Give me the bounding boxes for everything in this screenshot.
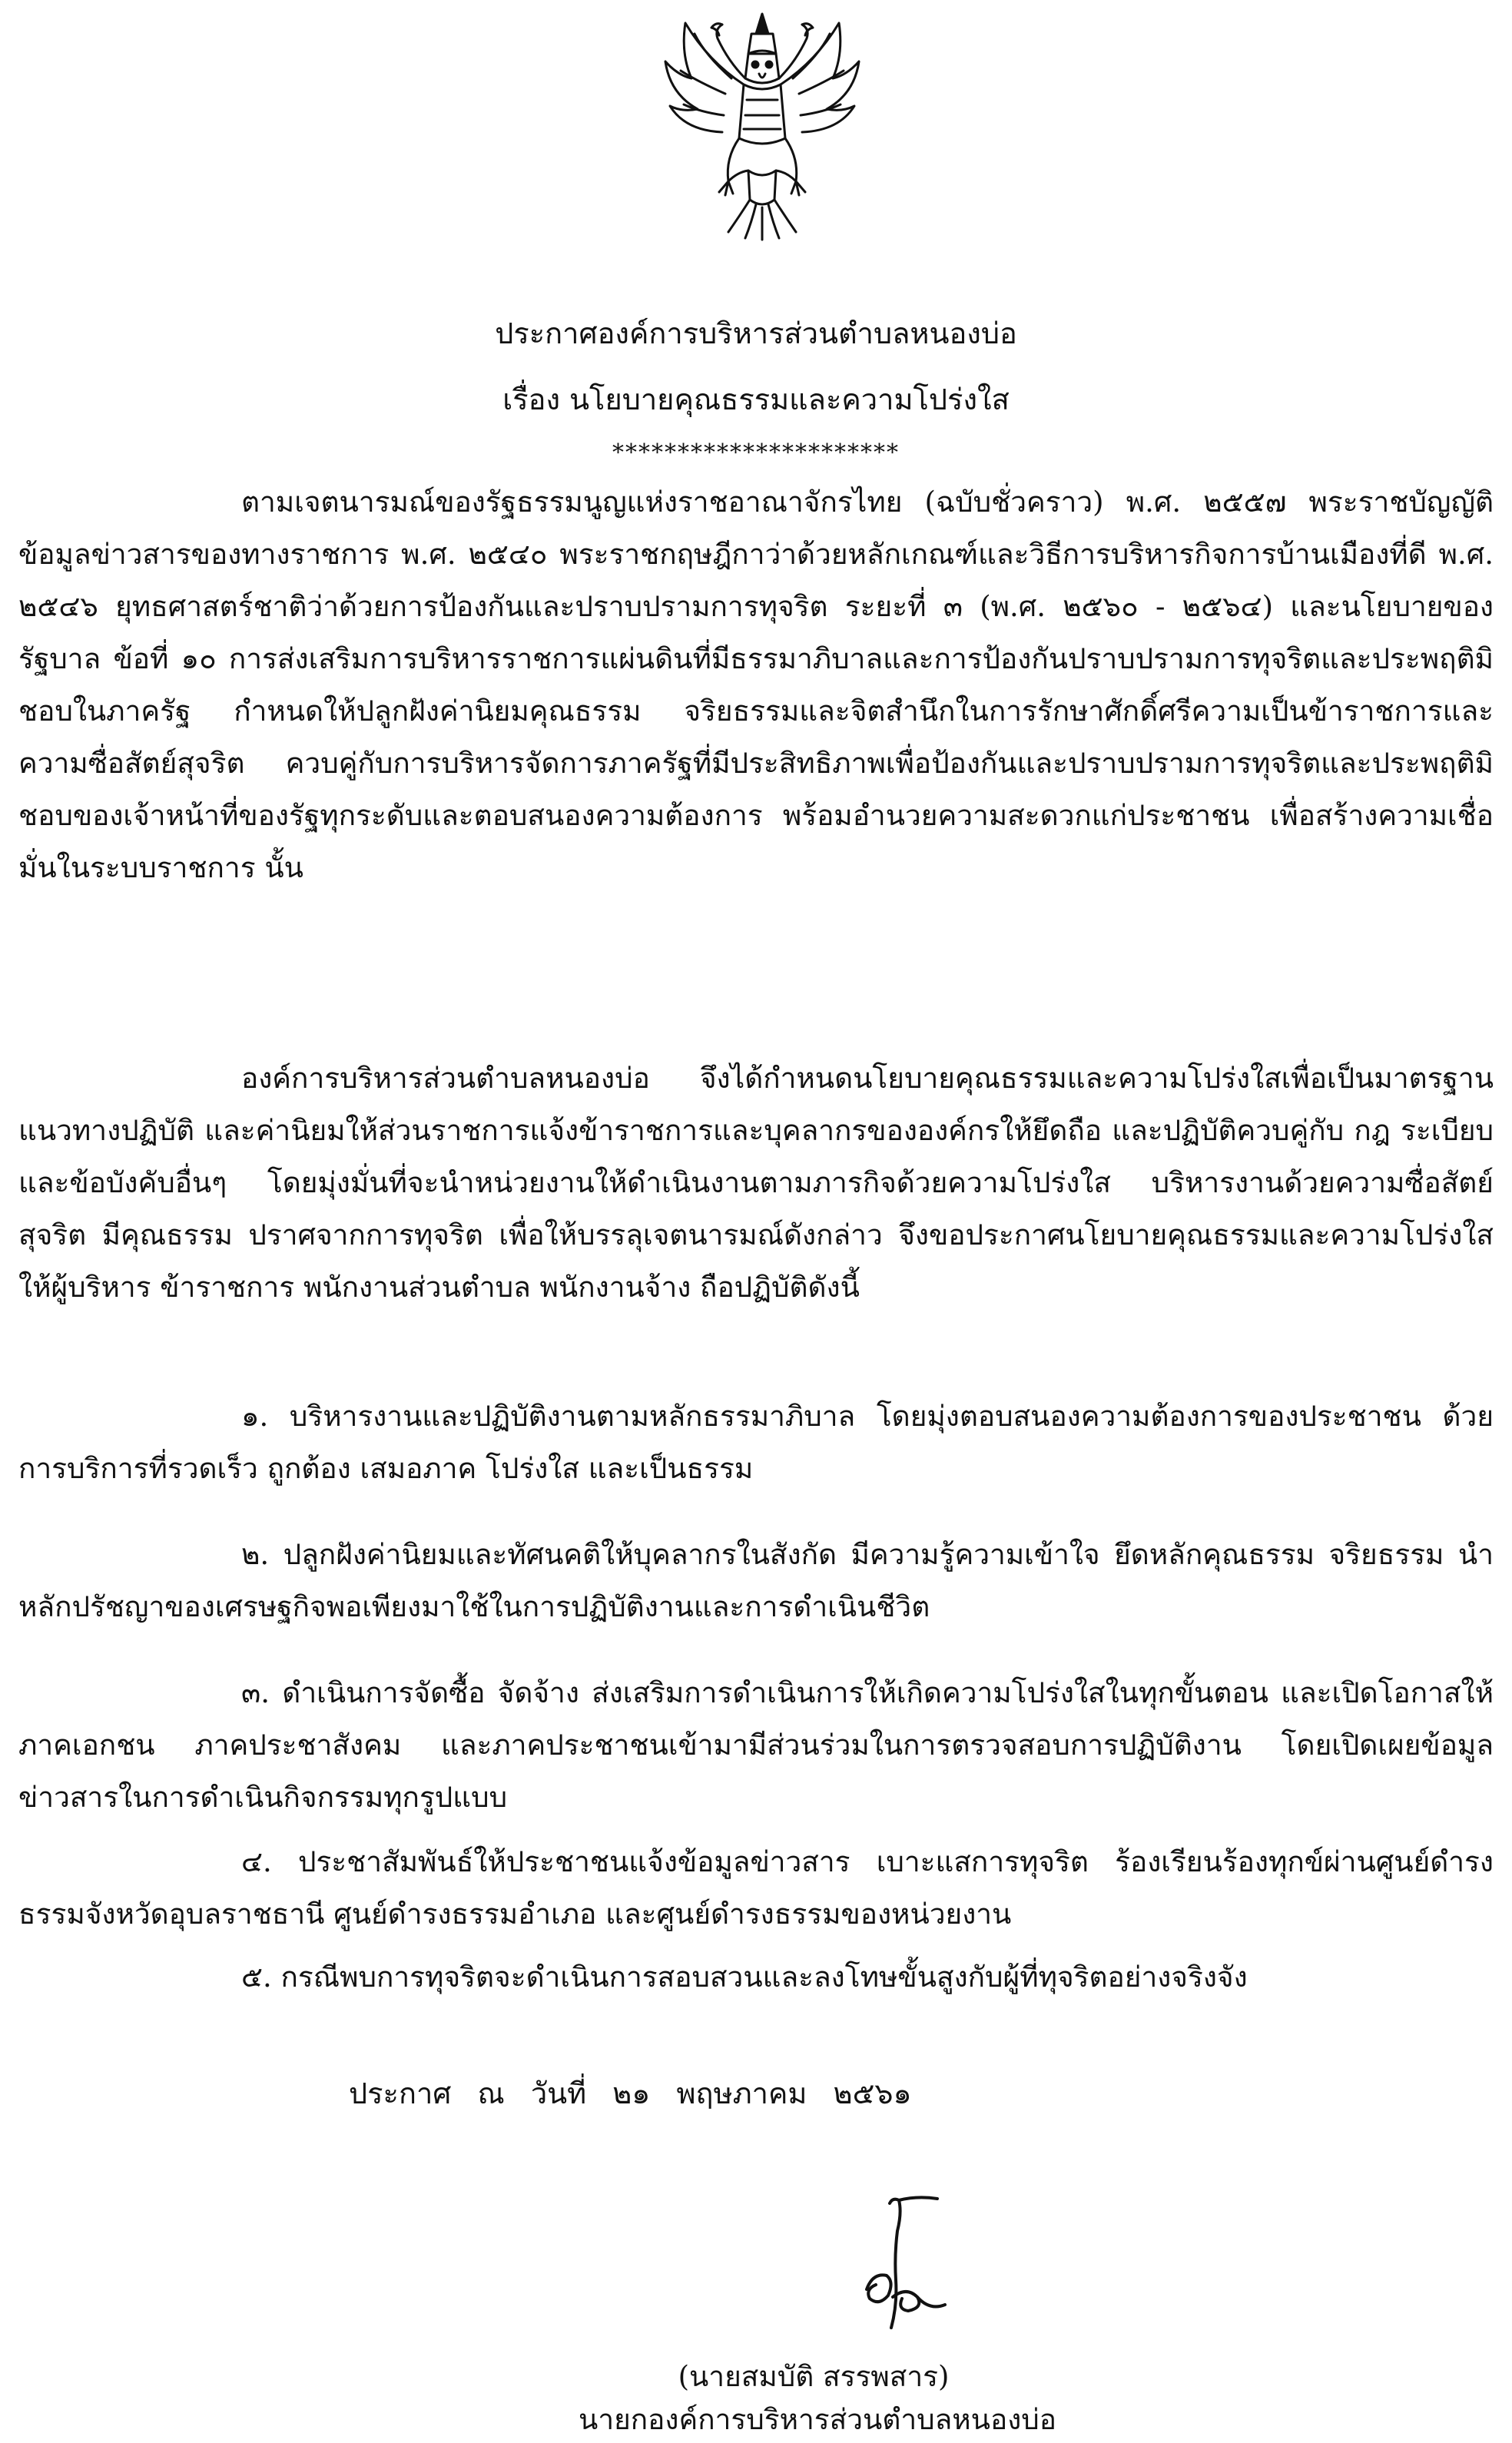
signer-position: นายกองค์การบริหารส่วนตำบลหนองบ่อ [579,2403,1056,2436]
policy-item-4: ๔. ประชาสัมพันธ์ให้ประชาชนแจ้งข้อมูลข่าวสาร เบาะแสการทุจริต ร้องเรียนร้องทุกข์ผ่านศูนย์ดำรงธรรมจังหวัดอุบลราชธานี ศูนย์ดำรงธรรมอำเภอ และศูนย์ดำรงธรรมของหน่วยงาน [18,1845,1494,1931]
announcement-date: ประกาศ ณ วันที่ ๒๑ พฤษภาคม ๒๕๖๑ [349,2077,912,2110]
policy-item-1: ๑. บริหารงานและปฏิบัติงานตามหลักธรรมาภิบาล โดยมุ่งตอบสนองความต้องการของประชาชน ด้วยการบริการที่รวดเร็ว ถูกต้อง เสมอภาค โปร่งใส และเป็นธรรม [18,1400,1494,1485]
title-separator: ********************** [612,439,900,466]
policy-item-5: ๕. กรณีพบการทุจริตจะดำเนินการสอบสวนและลงโทษขั้นสูงกับผู้ที่ทุจริตอย่างจริงจัง [241,1961,1248,1994]
document-title: ประกาศองค์การบริหารส่วนตำบลหนองบ่อ [495,317,1017,350]
garuda-emblem-icon [655,8,870,246]
policy-item-3: ๓. ดำเนินการจัดซื้อ จัดจ้าง ส่งเสริมการดำเนินการให้เกิดความโปร่งใสในทุกขั้นตอน และเปิดโอกาสให้ภาคเอกชน ภาคประชาสังคม และภาคประชาชนเข้ามามีส่วนร่วมในการตรวจสอบการปฏิบัติงาน โดยเปิดเผยข้อมูลข่าวสารในการดำเนินกิจกรรมทุกรูปแบบ [18,1676,1494,1814]
policy-item-2: ๒. ปลูกฝังค่านิยมและทัศนคติให้บุคลากรในสังกัด มีความรู้ความเข้าใจ ยึดหลักคุณธรรม จริยธรรม นำหลักปรัชญาของเศรษฐกิจพอเพียงมาใช้ในการปฏิบัติงานและการดำเนินชีวิต [18,1538,1494,1623]
document-subject: เรื่อง นโยบายคุณธรรมและความโปร่งใส [502,383,1010,416]
signer-name: (นายสมบัติ สรรพสาร) [678,2360,950,2393]
body-paragraph-2: องค์การบริหารส่วนตำบลหนองบ่อ จึงได้กำหนดนโยบายคุณธรรมและความโปร่งใสเพื่อเป็นมาตรฐาน แนวทางปฏิบัติ และค่านิยมให้ส่วนราชการแจ้งข้าราชการและบุคลากรขององค์กรให้ยึดถือ และปฏิบัติควบคู่กับ กฎ ระเบียบ และข้อบังคับอื่นๆ โดยมุ่งมั่นที่จะนำหน่วยงานให้ดำเนินงานตามภารกิจด้วยความโปร่งใส บริหารงานด้วยความซื่อสัตย์สุจริต มีคุณธรรม ปราศจากการทุจริต เพื่อให้บรรลุเจตนารมณ์ดังกล่าว จึงขอประกาศนโยบายคุณธรรมและความโปร่งใส ให้ผู้บริหาร ข้าราชการ พนักงานส่วนตำบล พนักงานจ้าง ถือปฏิบัติดังนี้ [18,1062,1494,1304]
body-paragraph-1: ตามเจตนารมณ์ของรัฐธรรมนูญแห่งราชอาณาจักรไทย (ฉบับชั่วคราว) พ.ศ. ๒๕๕๗ พระราชบัญญัติข้อมูลข่าวสารของทางราชการ พ.ศ. ๒๕๔๐ พระราชกฤษฎีกาว่าด้วยหลักเกณฑ์และวิธีการบริหารกิจการบ้านเมืองที่ดี พ.ศ. ๒๕๔๖ ยุทธศาสตร์ชาติว่าด้วยการป้องกันและปราบปรามการทุจริต ระยะที่ ๓ (พ.ศ. ๒๕๖๐ - ๒๕๖๔) และนโยบายของรัฐบาล ข้อที่ ๑๐ การส่งเสริมการบริหารราชการแผ่นดินที่มีธรรมาภิบาลและการป้องกันปราบปรามการทุจริตและประพฤติมิชอบในภาครัฐ กำหนดให้ปลูกฝังค่านิยมคุณธรรม จริยธรรมและจิตสำนึกในการรักษาศักดิ์ศรีความเป็นข้าราชการและความซื่อสัตย์สุจริต ควบคู่กับการบริหารจัดการภาครัฐที่มีประสิทธิภาพเพื่อป้องกันและปราบปรามการทุจริตและประพฤติมิชอบของเจ้าหน้าที่ของรัฐทุกระดับและตอบสนองความต้องการ พร้อมอำนวยความสะดวกแก่ประชาชน เพื่อสร้างความเชื่อมั่นในระบบราชการ นั้น [18,486,1494,884]
handwritten-signature-icon [822,2182,976,2343]
